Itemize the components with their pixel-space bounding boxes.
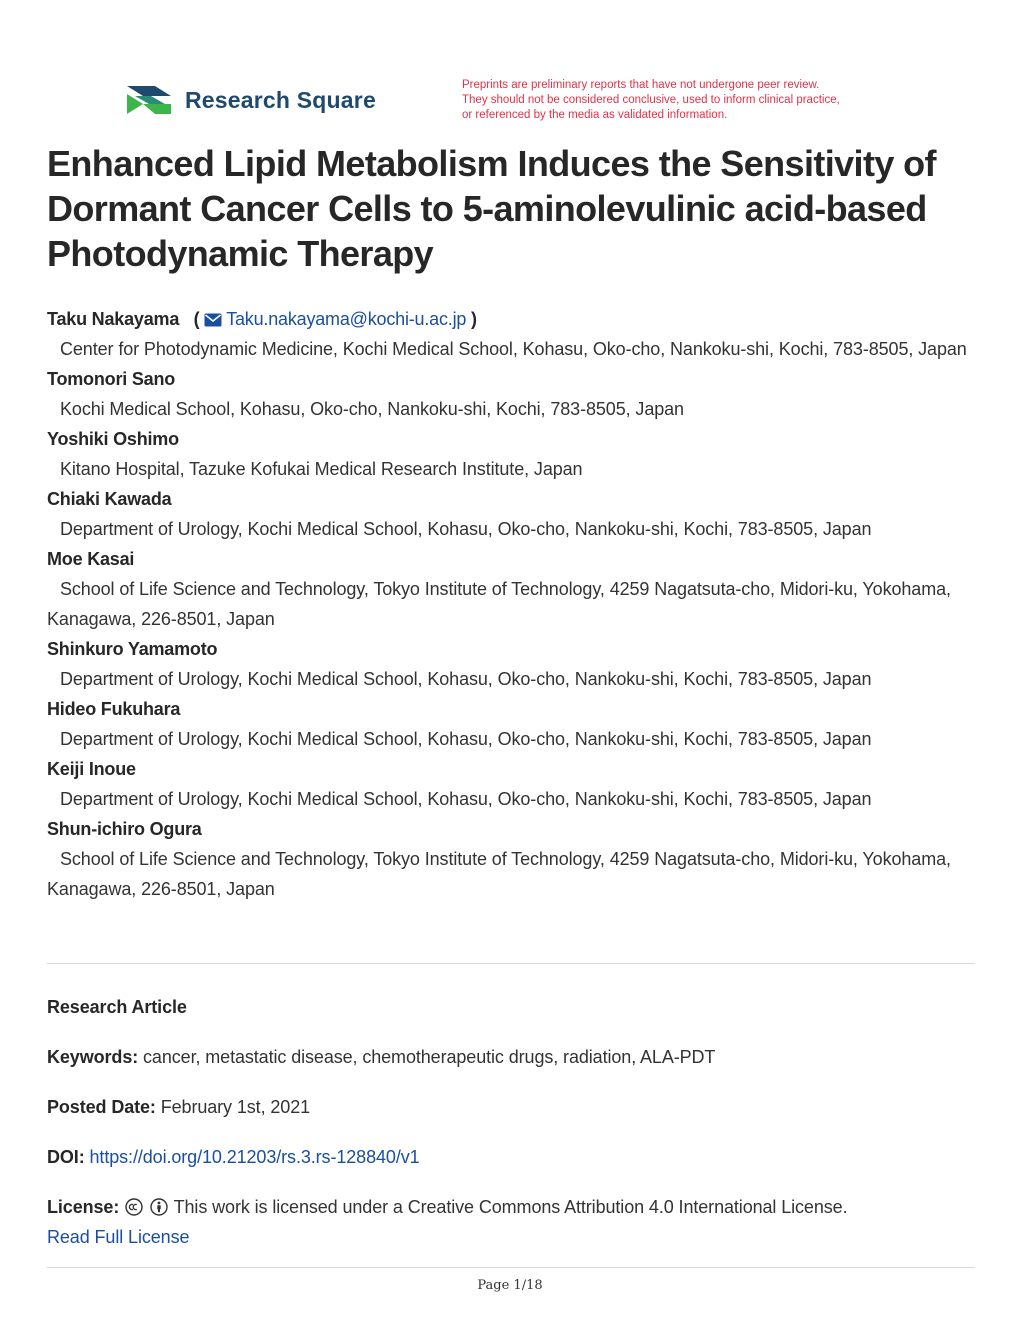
footer-divider — [47, 1267, 975, 1268]
keywords-label: Keywords: — [47, 1047, 139, 1067]
email-paren-open: ( — [183, 309, 200, 329]
author-affiliation: Kochi Medical School, Kohasu, Oko-cho, Nankoku-shi, Kochi, 783-8505, Japan — [60, 399, 684, 419]
author-affiliation: Department of Urology, Kochi Medical School, Kohasu, Oko-cho, Nankoku-shi, Kochi, 783-8505, Japan — [60, 669, 872, 689]
doi-link[interactable]: https://doi.org/10.21203/rs.3.rs-128840/v1 — [89, 1147, 420, 1167]
notice-line: Preprints are preliminary reports that have not undergone peer review. — [462, 79, 820, 91]
page-number: Page 1/18 — [477, 1278, 543, 1293]
author-name: Keiji Inoue — [47, 759, 136, 779]
author-affiliation: Center for Photodynamic Medicine, Kochi Medical School, Kohasu, Oko-cho, Nankoku-shi, Kochi, 783-8505, Japan — [60, 339, 967, 359]
envelope-icon — [204, 313, 222, 327]
article-type — [47, 997, 977, 1018]
keywords-row — [47, 1047, 977, 1068]
author-affiliation: School of Life Science and Technology, Tokyo Institute of Technology, 4259 Nagatsuta-cho, Midori-ku, Yokohama, Kanagawa, 226-8501, Japan — [47, 849, 951, 899]
article-type-label: Research Article — [47, 997, 187, 1017]
research-square-logo-icon — [125, 82, 173, 118]
attribution-icon — [150, 1198, 168, 1216]
author-name: Moe Kasai — [47, 549, 135, 569]
preprint-notice — [462, 78, 942, 123]
posted-date-value: February 1st, 2021 — [160, 1097, 311, 1117]
brand-name: Research Square — [185, 86, 376, 113]
author-name: Shinkuro Yamamoto — [47, 639, 218, 659]
author-affiliation: School of Life Science and Technology, Tokyo Institute of Technology, 4259 Nagatsuta-cho, Midori-ku, Yokohama, Kanagawa, 226-8501, Japan — [47, 579, 951, 629]
doi-row — [47, 1147, 977, 1168]
research-square-logo[interactable] — [125, 82, 376, 118]
notice-line: or referenced by the media as validated information. — [462, 109, 728, 121]
author-name: Yoshiki Oshimo — [47, 429, 179, 449]
author-affiliation: Kitano Hospital, Tazuke Kofukai Medical Research Institute, Japan — [60, 459, 583, 479]
license-label: License: — [47, 1197, 120, 1217]
read-full-license-row — [47, 1227, 977, 1248]
author-name: Shun-ichiro Ogura — [47, 819, 202, 839]
read-full-license-link[interactable]: Read Full License — [47, 1227, 190, 1247]
header — [0, 70, 1020, 130]
article-title: Enhanced Lipid Metabolism Induces the Sensitivity of Dormant Cancer Cells to 5-aminolevulinic acid-based Photodynamic Therapy — [47, 143, 936, 274]
keywords-value: cancer, metastatic disease, chemotherapeutic drugs, radiation, ALA-PDT — [143, 1047, 716, 1067]
author-affiliation: Department of Urology, Kochi Medical School, Kohasu, Oko-cho, Nankoku-shi, Kochi, 783-8505, Japan — [60, 729, 872, 749]
divider — [47, 963, 975, 964]
author-name: Tomonori Sano — [47, 369, 176, 389]
notice-line: They should not be considered conclusive, used to inform clinical practice, — [462, 94, 840, 106]
author-name — [47, 304, 977, 334]
author-name-text: Taku Nakayama — [47, 309, 180, 329]
author-affiliation: Department of Urology, Kochi Medical School, Kohasu, Oko-cho, Nankoku-shi, Kochi, 783-8505, Japan — [60, 519, 872, 539]
license-row — [47, 1197, 977, 1218]
author-affiliation: Department of Urology, Kochi Medical School, Kohasu, Oko-cho, Nankoku-shi, Kochi, 783-8505, Japan — [60, 789, 872, 809]
author-list — [47, 304, 977, 904]
doi-label: DOI: — [47, 1147, 85, 1167]
license-text: This work is licensed under a Creative Commons Attribution 4.0 International License. — [173, 1197, 848, 1217]
author-name: Chiaki Kawada — [47, 489, 172, 509]
creative-commons-icon — [125, 1198, 143, 1216]
email-paren-close: ) — [471, 309, 477, 329]
posted-date-label: Posted Date: — [47, 1097, 156, 1117]
author-name: Hideo Fukuhara — [47, 699, 181, 719]
posted-date-row — [47, 1097, 977, 1118]
author-email-link[interactable]: Taku.nakayama@kochi-u.ac.jp — [226, 309, 467, 329]
